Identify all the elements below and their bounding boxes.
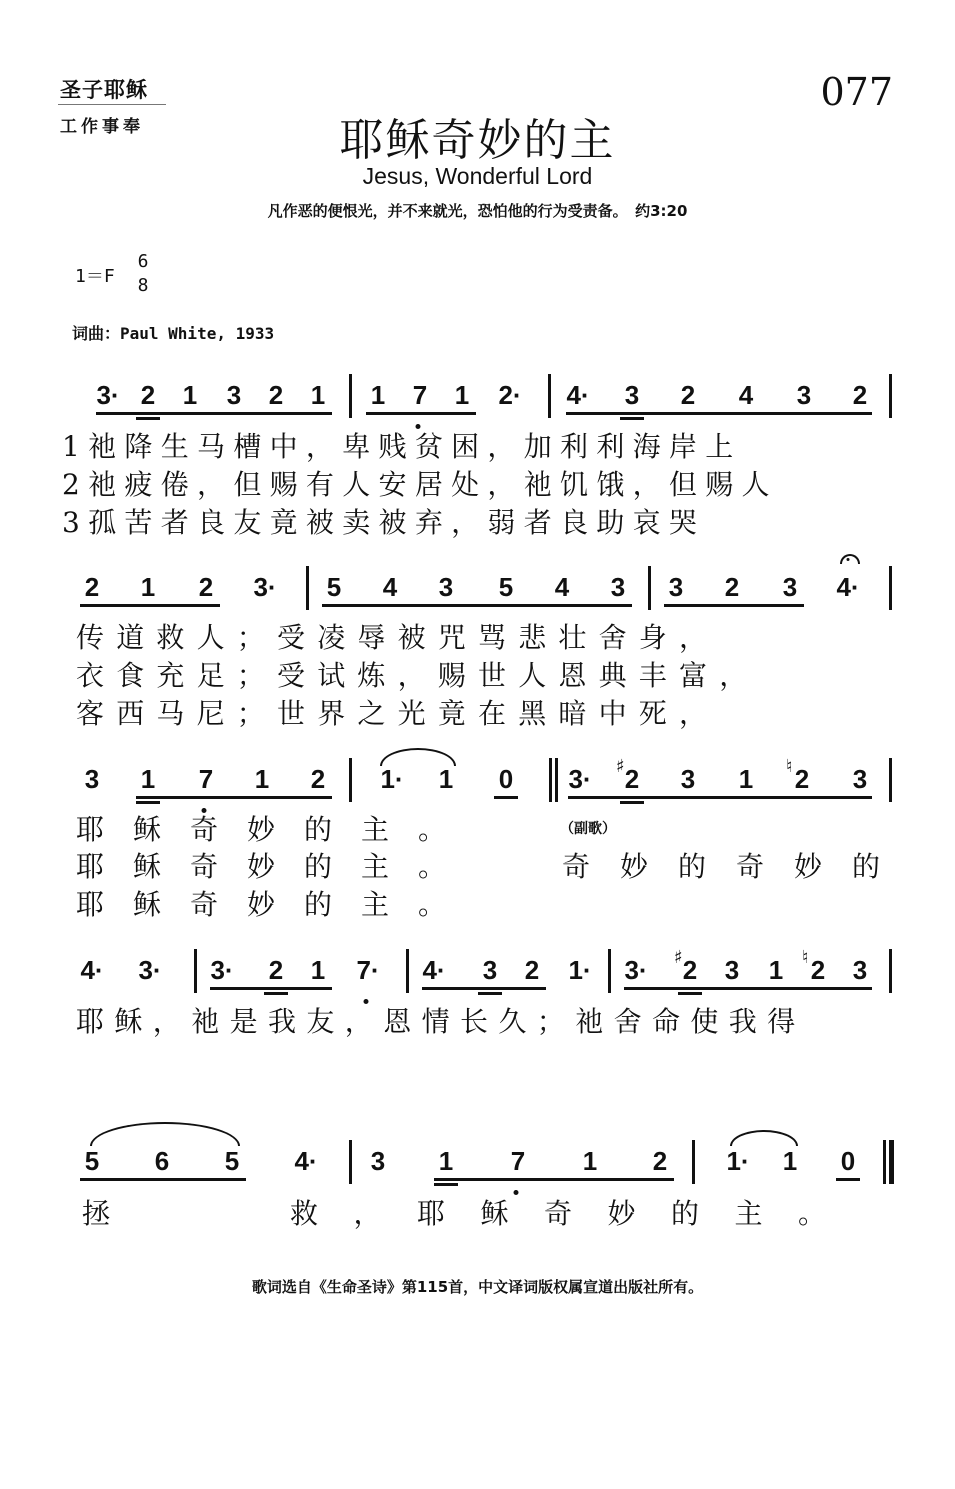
note: 3 xyxy=(724,955,740,985)
note: 1 xyxy=(310,380,326,410)
note: 2 xyxy=(268,955,284,985)
copyright-footer: 歌词选自《生命圣诗》第115首，中文译词版权属宣道出版社所有。 xyxy=(251,1278,704,1296)
beat-underline xyxy=(322,604,632,607)
final-bar-line xyxy=(883,1140,886,1184)
beat-underline xyxy=(664,604,804,607)
note: 0 xyxy=(840,1146,856,1176)
note: 3 xyxy=(438,572,454,602)
note: 2· xyxy=(498,380,522,410)
scripture-verse: 凡作恶的便恨光，并不来就光，恐怕他的行为受责备。 约3:20 xyxy=(267,202,688,220)
note: 5 xyxy=(498,572,514,602)
bar-line xyxy=(889,566,892,610)
note: 3 xyxy=(680,764,696,794)
note: 4· xyxy=(836,572,860,602)
note: 1 xyxy=(140,764,156,794)
final-bar-line xyxy=(889,1140,894,1184)
note: 4 xyxy=(554,572,570,602)
note: 3· xyxy=(624,955,648,985)
hymn-subtitle: Jesus, Wonderful Lord xyxy=(362,163,593,189)
note-underline xyxy=(620,417,644,420)
note: 6 xyxy=(154,1146,170,1176)
chorus-start: 奇妙的奇妙的 xyxy=(562,850,911,883)
note: 3 xyxy=(782,572,798,602)
beat-underline xyxy=(494,796,518,799)
lyric-line: 耶稣奇妙的主。 xyxy=(76,813,476,846)
lyric-line: 救，耶稣奇妙的主。 xyxy=(290,1197,862,1230)
note: 2 xyxy=(652,1146,668,1176)
note-underline xyxy=(478,992,502,995)
note: 7 xyxy=(198,764,214,794)
note: 1 xyxy=(768,955,784,985)
note: 2 xyxy=(140,380,156,410)
beat-underline xyxy=(136,796,332,799)
sharp-sign: ♯ xyxy=(674,947,683,968)
beat-underline xyxy=(624,987,872,990)
double-bar-line xyxy=(555,758,558,802)
note: 7 xyxy=(510,1146,526,1176)
time-top: 6 xyxy=(137,251,149,272)
note: 3· xyxy=(253,572,277,602)
bar-line xyxy=(349,374,352,418)
note: 4· xyxy=(422,955,446,985)
note: 1 xyxy=(182,380,198,410)
note: 2 xyxy=(680,380,696,410)
note: 3 xyxy=(796,380,812,410)
note-underline xyxy=(136,417,160,420)
note: 1 xyxy=(438,764,454,794)
note: 4· xyxy=(80,955,104,985)
note: 4· xyxy=(294,1146,318,1176)
composer-credit: 词曲：Paul White, 1933 xyxy=(72,324,275,343)
lyric-line: 耶稣奇妙的主。 xyxy=(76,888,476,921)
natural-sign: ♮ xyxy=(802,947,809,968)
note: 3 xyxy=(852,955,868,985)
note: 2 xyxy=(794,764,810,794)
beat-underline xyxy=(80,1178,246,1181)
bar-line xyxy=(349,758,352,802)
note-underline xyxy=(678,992,702,995)
bar-line xyxy=(648,566,651,610)
lyric-line: 耶稣，祂是我友，恩情长久；祂舍命使我得 xyxy=(76,1005,806,1038)
lyric-line: 3孤苦者良友竟被卖被弃，弱者良助哀哭 xyxy=(62,506,706,539)
slur xyxy=(730,1130,798,1146)
note: 1 xyxy=(140,572,156,602)
bar-line xyxy=(889,374,892,418)
note: 3 xyxy=(610,572,626,602)
note: 0 xyxy=(498,764,514,794)
note: 1 xyxy=(310,955,326,985)
bar-line xyxy=(306,566,309,610)
lyric-line: 耶稣奇妙的主。 xyxy=(76,850,476,883)
note: 2 xyxy=(624,764,640,794)
slur xyxy=(90,1122,240,1146)
natural-sign: ♮ xyxy=(786,756,793,777)
note: 5 xyxy=(224,1146,240,1176)
note-underline xyxy=(620,801,644,804)
beat-underline xyxy=(366,412,476,415)
note: 3· xyxy=(138,955,162,985)
note: 7· xyxy=(356,955,380,985)
beat-underline xyxy=(566,412,872,415)
note: 4 xyxy=(382,572,398,602)
time-bottom: 8 xyxy=(137,275,149,296)
beat-underline xyxy=(210,987,332,990)
note: 1 xyxy=(438,1146,454,1176)
note: 3 xyxy=(226,380,242,410)
note: 2 xyxy=(524,955,540,985)
beat-underline xyxy=(568,796,872,799)
bar-line xyxy=(406,949,409,993)
bar-line xyxy=(889,949,892,993)
beat-underline xyxy=(96,412,332,415)
note: 1· xyxy=(726,1146,750,1176)
note: 3· xyxy=(210,955,234,985)
bar-line xyxy=(608,949,611,993)
chorus-label: （副歌） xyxy=(560,821,616,837)
note: 1 xyxy=(370,380,386,410)
note: 1 xyxy=(738,764,754,794)
sharp-sign: ♯ xyxy=(616,756,625,777)
bar-line xyxy=(692,1140,695,1184)
note: 2 xyxy=(852,380,868,410)
bar-line xyxy=(349,1140,352,1184)
note: 1 xyxy=(454,380,470,410)
fermata-dot xyxy=(847,558,850,561)
note: 2 xyxy=(198,572,214,602)
note: 2 xyxy=(810,955,826,985)
bar-line xyxy=(548,374,551,418)
note-underline xyxy=(136,801,160,804)
note: 2 xyxy=(724,572,740,602)
category-bottom: 工作事奉 xyxy=(60,117,144,137)
beat-underline xyxy=(80,604,220,607)
fermata-icon xyxy=(840,554,860,564)
note: 3 xyxy=(84,764,100,794)
beat-underline xyxy=(434,1178,674,1181)
note: 3 xyxy=(482,955,498,985)
beat-underline xyxy=(422,987,546,990)
note: 4 xyxy=(738,380,754,410)
beat-underline xyxy=(836,1178,860,1181)
note: 3 xyxy=(668,572,684,602)
double-bar-line xyxy=(549,758,552,802)
note: 3 xyxy=(852,764,868,794)
lyric-line: 1祂降生马槽中，卑贱贫困，加利利海岸上 xyxy=(62,430,742,463)
lyric-line: 传道救人；受凌辱被咒骂悲壮舍身， xyxy=(76,621,720,654)
note: 1 xyxy=(782,1146,798,1176)
lyric-line: 衣食充足；受试炼，赐世人恩典丰富， xyxy=(76,659,760,692)
lyric-line: 客西马尼；世界之光竟在黑暗中死， xyxy=(76,697,720,730)
note: 4· xyxy=(566,380,590,410)
note: 3 xyxy=(370,1146,386,1176)
note: 2 xyxy=(310,764,326,794)
note-underline xyxy=(264,992,288,995)
note: 2 xyxy=(268,380,284,410)
category-top: 圣子耶稣 xyxy=(60,77,148,102)
lyric-line: 2祂疲倦，但赐有人安居处，祂饥饿，但赐人 xyxy=(62,468,778,501)
note: 3 xyxy=(624,380,640,410)
note: 1 xyxy=(582,1146,598,1176)
time-signature xyxy=(134,250,152,298)
slur xyxy=(380,748,456,766)
bar-line xyxy=(194,949,197,993)
note: 5 xyxy=(326,572,342,602)
hymn-title: 耶稣奇妙的主 xyxy=(339,115,616,166)
note: 1· xyxy=(380,764,404,794)
note: 2 xyxy=(84,572,100,602)
note: 5 xyxy=(84,1146,100,1176)
hymn-number: 077 xyxy=(820,70,893,114)
note: 3· xyxy=(568,764,592,794)
key-signature: 1＝F xyxy=(75,266,115,287)
note: 1 xyxy=(254,764,270,794)
note: 2 xyxy=(682,955,698,985)
bar-line xyxy=(889,758,892,802)
note-underline xyxy=(434,1183,458,1186)
lyric-line: 拯 xyxy=(82,1197,119,1230)
note: 3· xyxy=(96,380,120,410)
note: 7 xyxy=(412,380,428,410)
note: 1· xyxy=(568,955,592,985)
